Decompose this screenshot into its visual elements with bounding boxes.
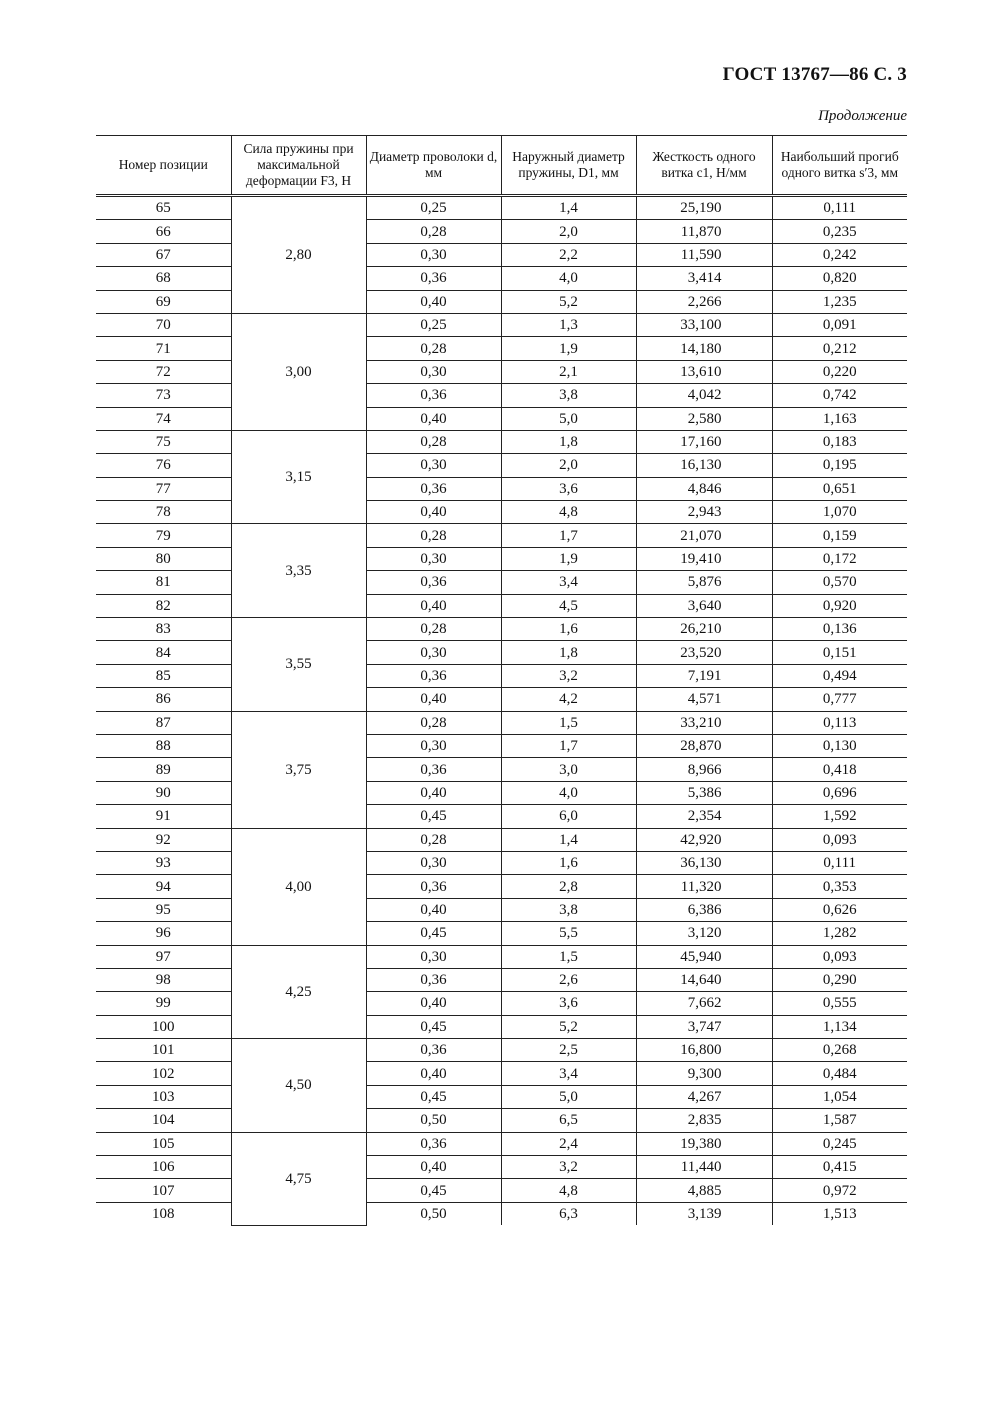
- table-header-row: [96, 136, 907, 196]
- cell-position: 104: [96, 1109, 231, 1132]
- cell-outer-diameter: 4,2: [501, 688, 636, 711]
- cell-position: 107: [96, 1179, 231, 1202]
- table-row: [96, 688, 907, 711]
- cell-stiffness: 28,870: [636, 734, 772, 757]
- cell-wire-diameter: 0,40: [366, 1062, 501, 1085]
- table-row: [96, 875, 907, 898]
- cell-wire-diameter: 0,36: [366, 267, 501, 290]
- table-row: [96, 290, 907, 313]
- cell-deflection: 1,163: [772, 407, 907, 430]
- table-row: [96, 992, 907, 1015]
- cell-stiffness: 25,190: [636, 196, 772, 220]
- cell-position: 98: [96, 968, 231, 991]
- cell-force: 3,55: [231, 618, 366, 712]
- table-row: [96, 1156, 907, 1179]
- column-header-deflection: Наибольший прогиб одного витка s′3, мм: [772, 136, 907, 196]
- cell-deflection: 0,920: [772, 594, 907, 617]
- cell-position: 100: [96, 1015, 231, 1038]
- spring-parameters-table: [96, 135, 907, 1226]
- cell-deflection: 1,282: [772, 922, 907, 945]
- column-header-stiffness: Жесткость одного витка c1, Н/мм: [636, 136, 772, 196]
- cell-outer-diameter: 6,0: [501, 805, 636, 828]
- table-row: [96, 1202, 907, 1225]
- cell-wire-diameter: 0,28: [366, 220, 501, 243]
- table-row: [96, 337, 907, 360]
- cell-position: 89: [96, 758, 231, 781]
- cell-deflection: 0,111: [772, 851, 907, 874]
- table-row: [96, 196, 907, 220]
- cell-wire-diameter: 0,40: [366, 290, 501, 313]
- cell-deflection: 0,353: [772, 875, 907, 898]
- cell-wire-diameter: 0,30: [366, 243, 501, 266]
- table-row: [96, 758, 907, 781]
- cell-deflection: 0,183: [772, 430, 907, 453]
- cell-deflection: 0,245: [772, 1132, 907, 1155]
- cell-outer-diameter: 2,2: [501, 243, 636, 266]
- table-row: [96, 407, 907, 430]
- cell-wire-diameter: 0,30: [366, 547, 501, 570]
- cell-outer-diameter: 2,0: [501, 220, 636, 243]
- cell-position: 90: [96, 781, 231, 804]
- table-row: [96, 313, 907, 336]
- cell-stiffness: 4,571: [636, 688, 772, 711]
- cell-wire-diameter: 0,36: [366, 1039, 501, 1062]
- cell-stiffness: 16,800: [636, 1039, 772, 1062]
- cell-position: 92: [96, 828, 231, 851]
- cell-stiffness: 11,440: [636, 1156, 772, 1179]
- cell-wire-diameter: 0,40: [366, 898, 501, 921]
- cell-position: 97: [96, 945, 231, 968]
- table-row: [96, 1039, 907, 1062]
- page-header: ГОСТ 13767—86 С. 3: [722, 64, 907, 85]
- table-row: [96, 968, 907, 991]
- cell-outer-diameter: 3,8: [501, 384, 636, 407]
- cell-wire-diameter: 0,40: [366, 1156, 501, 1179]
- cell-outer-diameter: 3,4: [501, 571, 636, 594]
- cell-outer-diameter: 1,3: [501, 313, 636, 336]
- cell-stiffness: 4,267: [636, 1085, 772, 1108]
- cell-stiffness: 11,320: [636, 875, 772, 898]
- cell-stiffness: 3,640: [636, 594, 772, 617]
- cell-outer-diameter: 3,0: [501, 758, 636, 781]
- table-row: [96, 384, 907, 407]
- cell-wire-diameter: 0,28: [366, 618, 501, 641]
- cell-deflection: 1,513: [772, 1202, 907, 1225]
- cell-wire-diameter: 0,36: [366, 758, 501, 781]
- cell-force: 3,15: [231, 430, 366, 524]
- cell-deflection: 0,820: [772, 267, 907, 290]
- cell-outer-diameter: 5,2: [501, 290, 636, 313]
- cell-position: 67: [96, 243, 231, 266]
- cell-force: 4,00: [231, 828, 366, 945]
- cell-outer-diameter: 1,8: [501, 641, 636, 664]
- cell-stiffness: 3,747: [636, 1015, 772, 1038]
- cell-outer-diameter: 3,8: [501, 898, 636, 921]
- cell-wire-diameter: 0,40: [366, 992, 501, 1015]
- cell-stiffness: 33,210: [636, 711, 772, 734]
- cell-outer-diameter: 5,2: [501, 1015, 636, 1038]
- cell-stiffness: 11,870: [636, 220, 772, 243]
- cell-stiffness: 19,410: [636, 547, 772, 570]
- column-header-force: Сила пружины при максимальной деформации F3, Н: [231, 136, 366, 196]
- table-row: [96, 664, 907, 687]
- cell-position: 96: [96, 922, 231, 945]
- cell-stiffness: 6,386: [636, 898, 772, 921]
- cell-stiffness: 2,580: [636, 407, 772, 430]
- cell-position: 94: [96, 875, 231, 898]
- cell-wire-diameter: 0,40: [366, 781, 501, 804]
- table-row: [96, 454, 907, 477]
- cell-position: 79: [96, 524, 231, 547]
- cell-deflection: 0,235: [772, 220, 907, 243]
- cell-stiffness: 5,876: [636, 571, 772, 594]
- cell-outer-diameter: 4,8: [501, 1179, 636, 1202]
- cell-position: 78: [96, 501, 231, 524]
- cell-outer-diameter: 3,2: [501, 1156, 636, 1179]
- table-row: [96, 477, 907, 500]
- cell-stiffness: 14,180: [636, 337, 772, 360]
- cell-stiffness: 7,662: [636, 992, 772, 1015]
- table-row: [96, 1015, 907, 1038]
- cell-stiffness: 2,835: [636, 1109, 772, 1132]
- cell-outer-diameter: 1,6: [501, 618, 636, 641]
- cell-stiffness: 8,966: [636, 758, 772, 781]
- cell-deflection: 0,777: [772, 688, 907, 711]
- cell-outer-diameter: 1,6: [501, 851, 636, 874]
- cell-wire-diameter: 0,45: [366, 922, 501, 945]
- cell-stiffness: 23,520: [636, 641, 772, 664]
- cell-deflection: 0,651: [772, 477, 907, 500]
- cell-deflection: 0,742: [772, 384, 907, 407]
- table-row: [96, 851, 907, 874]
- cell-force: 3,00: [231, 313, 366, 430]
- cell-outer-diameter: 4,0: [501, 267, 636, 290]
- cell-deflection: 0,136: [772, 618, 907, 641]
- cell-position: 72: [96, 360, 231, 383]
- cell-stiffness: 17,160: [636, 430, 772, 453]
- cell-position: 85: [96, 664, 231, 687]
- cell-outer-diameter: 2,5: [501, 1039, 636, 1062]
- cell-position: 84: [96, 641, 231, 664]
- cell-outer-diameter: 1,7: [501, 524, 636, 547]
- cell-position: 77: [96, 477, 231, 500]
- table-row: [96, 641, 907, 664]
- table-row: [96, 524, 907, 547]
- cell-wire-diameter: 0,36: [366, 1132, 501, 1155]
- table-row: [96, 430, 907, 453]
- cell-wire-diameter: 0,40: [366, 501, 501, 524]
- cell-wire-diameter: 0,28: [366, 430, 501, 453]
- cell-force: 4,75: [231, 1132, 366, 1225]
- cell-position: 87: [96, 711, 231, 734]
- cell-deflection: 0,484: [772, 1062, 907, 1085]
- cell-deflection: 1,587: [772, 1109, 907, 1132]
- cell-wire-diameter: 0,28: [366, 337, 501, 360]
- cell-wire-diameter: 0,36: [366, 477, 501, 500]
- cell-deflection: 0,290: [772, 968, 907, 991]
- cell-position: 75: [96, 430, 231, 453]
- table-row: [96, 267, 907, 290]
- cell-position: 86: [96, 688, 231, 711]
- cell-wire-diameter: 0,36: [366, 875, 501, 898]
- cell-deflection: 0,220: [772, 360, 907, 383]
- cell-wire-diameter: 0,28: [366, 828, 501, 851]
- cell-wire-diameter: 0,40: [366, 407, 501, 430]
- cell-force: 3,35: [231, 524, 366, 618]
- cell-position: 80: [96, 547, 231, 570]
- cell-wire-diameter: 0,36: [366, 968, 501, 991]
- cell-wire-diameter: 0,40: [366, 688, 501, 711]
- cell-deflection: 0,130: [772, 734, 907, 757]
- table-row: [96, 1109, 907, 1132]
- cell-stiffness: 9,300: [636, 1062, 772, 1085]
- cell-outer-diameter: 1,9: [501, 547, 636, 570]
- cell-position: 103: [96, 1085, 231, 1108]
- cell-wire-diameter: 0,50: [366, 1202, 501, 1225]
- cell-wire-diameter: 0,30: [366, 734, 501, 757]
- cell-outer-diameter: 2,0: [501, 454, 636, 477]
- cell-stiffness: 3,139: [636, 1202, 772, 1225]
- cell-wire-diameter: 0,28: [366, 524, 501, 547]
- cell-wire-diameter: 0,28: [366, 711, 501, 734]
- cell-stiffness: 11,590: [636, 243, 772, 266]
- cell-outer-diameter: 6,3: [501, 1202, 636, 1225]
- cell-outer-diameter: 4,0: [501, 781, 636, 804]
- cell-deflection: 0,415: [772, 1156, 907, 1179]
- table-row: [96, 1179, 907, 1202]
- cell-stiffness: 26,210: [636, 618, 772, 641]
- cell-deflection: 0,570: [772, 571, 907, 594]
- cell-stiffness: 45,940: [636, 945, 772, 968]
- cell-wire-diameter: 0,36: [366, 384, 501, 407]
- cell-outer-diameter: 4,8: [501, 501, 636, 524]
- cell-outer-diameter: 1,5: [501, 711, 636, 734]
- cell-position: 70: [96, 313, 231, 336]
- cell-deflection: 0,494: [772, 664, 907, 687]
- cell-outer-diameter: 1,9: [501, 337, 636, 360]
- cell-outer-diameter: 3,2: [501, 664, 636, 687]
- cell-position: 81: [96, 571, 231, 594]
- cell-outer-diameter: 2,8: [501, 875, 636, 898]
- cell-deflection: 0,195: [772, 454, 907, 477]
- cell-outer-diameter: 5,0: [501, 407, 636, 430]
- cell-position: 106: [96, 1156, 231, 1179]
- cell-wire-diameter: 0,30: [366, 454, 501, 477]
- cell-wire-diameter: 0,36: [366, 664, 501, 687]
- table-row: [96, 1132, 907, 1155]
- cell-force: 4,50: [231, 1039, 366, 1133]
- cell-position: 93: [96, 851, 231, 874]
- cell-force: 4,25: [231, 945, 366, 1039]
- table-row: [96, 945, 907, 968]
- cell-deflection: 0,555: [772, 992, 907, 1015]
- cell-position: 66: [96, 220, 231, 243]
- cell-stiffness: 7,191: [636, 664, 772, 687]
- cell-position: 71: [96, 337, 231, 360]
- table-row: [96, 1062, 907, 1085]
- cell-deflection: 1,235: [772, 290, 907, 313]
- cell-outer-diameter: 2,6: [501, 968, 636, 991]
- cell-deflection: 0,151: [772, 641, 907, 664]
- cell-wire-diameter: 0,30: [366, 641, 501, 664]
- cell-position: 88: [96, 734, 231, 757]
- table-row: [96, 922, 907, 945]
- table-row: [96, 828, 907, 851]
- cell-outer-diameter: 1,8: [501, 430, 636, 453]
- cell-wire-diameter: 0,45: [366, 805, 501, 828]
- table-row: [96, 618, 907, 641]
- column-header-position: Номер позиции: [96, 136, 231, 196]
- table-row: [96, 805, 907, 828]
- cell-wire-diameter: 0,45: [366, 1085, 501, 1108]
- cell-outer-diameter: 2,4: [501, 1132, 636, 1155]
- cell-deflection: 0,091: [772, 313, 907, 336]
- cell-stiffness: 33,100: [636, 313, 772, 336]
- table-row: [96, 1085, 907, 1108]
- column-header-wire-diameter: Диаметр проволоки d, мм: [366, 136, 501, 196]
- cell-deflection: 0,113: [772, 711, 907, 734]
- cell-outer-diameter: 3,4: [501, 1062, 636, 1085]
- cell-position: 105: [96, 1132, 231, 1155]
- cell-deflection: 1,070: [772, 501, 907, 524]
- cell-stiffness: 36,130: [636, 851, 772, 874]
- cell-position: 74: [96, 407, 231, 430]
- table-row: [96, 220, 907, 243]
- cell-position: 68: [96, 267, 231, 290]
- cell-stiffness: 19,380: [636, 1132, 772, 1155]
- cell-wire-diameter: 0,45: [366, 1015, 501, 1038]
- cell-stiffness: 2,354: [636, 805, 772, 828]
- cell-position: 99: [96, 992, 231, 1015]
- cell-outer-diameter: 1,4: [501, 196, 636, 220]
- cell-position: 69: [96, 290, 231, 313]
- cell-deflection: 0,212: [772, 337, 907, 360]
- cell-force: 2,80: [231, 196, 366, 314]
- cell-deflection: 1,134: [772, 1015, 907, 1038]
- cell-outer-diameter: 4,5: [501, 594, 636, 617]
- cell-outer-diameter: 5,0: [501, 1085, 636, 1108]
- cell-position: 82: [96, 594, 231, 617]
- cell-stiffness: 5,386: [636, 781, 772, 804]
- cell-position: 102: [96, 1062, 231, 1085]
- cell-deflection: 0,972: [772, 1179, 907, 1202]
- cell-position: 83: [96, 618, 231, 641]
- cell-deflection: 0,111: [772, 196, 907, 220]
- cell-deflection: 1,054: [772, 1085, 907, 1108]
- table-row: [96, 734, 907, 757]
- cell-outer-diameter: 2,1: [501, 360, 636, 383]
- cell-stiffness: 21,070: [636, 524, 772, 547]
- cell-wire-diameter: 0,25: [366, 313, 501, 336]
- table-row: [96, 243, 907, 266]
- cell-stiffness: 3,414: [636, 267, 772, 290]
- cell-deflection: 0,172: [772, 547, 907, 570]
- cell-outer-diameter: 3,6: [501, 477, 636, 500]
- table-row: [96, 571, 907, 594]
- cell-position: 65: [96, 196, 231, 220]
- cell-stiffness: 4,846: [636, 477, 772, 500]
- cell-deflection: 0,418: [772, 758, 907, 781]
- cell-stiffness: 14,640: [636, 968, 772, 991]
- cell-wire-diameter: 0,30: [366, 945, 501, 968]
- table-body: [96, 196, 907, 1226]
- cell-position: 101: [96, 1039, 231, 1062]
- table-row: [96, 898, 907, 921]
- cell-position: 95: [96, 898, 231, 921]
- table-row: [96, 594, 907, 617]
- cell-stiffness: 3,120: [636, 922, 772, 945]
- cell-deflection: 0,093: [772, 945, 907, 968]
- table-row: [96, 547, 907, 570]
- cell-position: 108: [152, 1205, 175, 1222]
- cell-stiffness: 4,885: [636, 1179, 772, 1202]
- cell-stiffness: 4,042: [636, 384, 772, 407]
- cell-outer-diameter: 1,4: [501, 828, 636, 851]
- cell-wire-diameter: 0,36: [366, 571, 501, 594]
- cell-deflection: 1,592: [772, 805, 907, 828]
- table-row: [96, 501, 907, 524]
- cell-stiffness: 16,130: [636, 454, 772, 477]
- cell-deflection: 0,242: [772, 243, 907, 266]
- cell-wire-diameter: 0,45: [366, 1179, 501, 1202]
- cell-deflection: 0,093: [772, 828, 907, 851]
- cell-force: 3,75: [231, 711, 366, 828]
- cell-wire-diameter: 0,40: [366, 594, 501, 617]
- cell-outer-diameter: 6,5: [501, 1109, 636, 1132]
- cell-wire-diameter: 0,25: [366, 196, 501, 220]
- cell-stiffness: 2,266: [636, 290, 772, 313]
- cell-wire-diameter: 0,30: [366, 851, 501, 874]
- cell-deflection: 0,268: [772, 1039, 907, 1062]
- cell-outer-diameter: 5,5: [501, 922, 636, 945]
- cell-deflection: 0,159: [772, 524, 907, 547]
- cell-outer-diameter: 3,6: [501, 992, 636, 1015]
- cell-wire-diameter: 0,50: [366, 1109, 501, 1132]
- table-row: [96, 711, 907, 734]
- cell-position: 73: [96, 384, 231, 407]
- continuation-label: Продолжение: [818, 108, 907, 124]
- column-header-outer-diameter: Наружный диаметр пружины, D1, мм: [501, 136, 636, 196]
- cell-outer-diameter: 1,5: [501, 945, 636, 968]
- cell-stiffness: 13,610: [636, 360, 772, 383]
- cell-stiffness: 2,943: [636, 501, 772, 524]
- cell-outer-diameter: 1,7: [501, 734, 636, 757]
- cell-deflection: 0,696: [772, 781, 907, 804]
- cell-stiffness: 42,920: [636, 828, 772, 851]
- cell-position: 76: [96, 454, 231, 477]
- cell-wire-diameter: 0,30: [366, 360, 501, 383]
- table-row: [96, 781, 907, 804]
- table-row: [96, 360, 907, 383]
- cell-position: 91: [96, 805, 231, 828]
- cell-deflection: 0,626: [772, 898, 907, 921]
